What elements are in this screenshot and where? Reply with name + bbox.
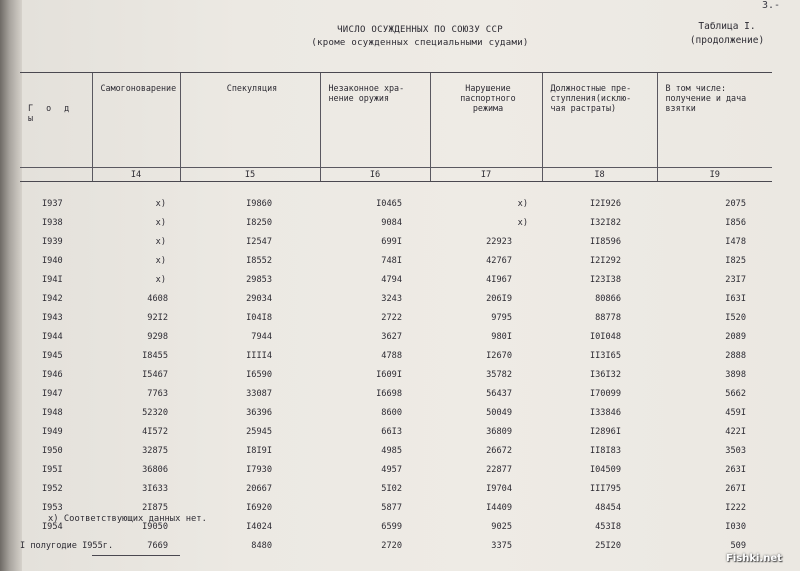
value-cell: 3503 xyxy=(725,445,746,456)
value-cell: I478 xyxy=(725,236,746,247)
value-cell: 50049 xyxy=(486,407,512,418)
value-cell: 9795 xyxy=(491,312,512,323)
header-passport-violation: Нарушение паспортного режима xyxy=(430,73,542,168)
value-cell: I520 xyxy=(725,312,746,323)
header-bribery: В том числе: получение и дача взятки xyxy=(657,73,772,168)
value-cell: I8250 xyxy=(246,217,272,228)
year-cell: I947 xyxy=(42,388,63,399)
value-cell: II8I83 xyxy=(589,445,621,456)
value-cell: I04I8 xyxy=(246,312,272,323)
value-cell: 4I572 xyxy=(142,426,168,437)
value-cell: I23I38 xyxy=(589,274,621,285)
year-cell: I945 xyxy=(42,350,63,361)
value-cell: 2888 xyxy=(725,350,746,361)
value-cell: 267I xyxy=(725,483,746,494)
value-cell: I030 xyxy=(725,521,746,532)
value-cell: 699I xyxy=(381,236,402,247)
value-cell: 66I3 xyxy=(381,426,402,437)
value-cell: 33087 xyxy=(246,388,272,399)
value-cell: 206I9 xyxy=(486,293,512,304)
value-cell: I9704 xyxy=(486,483,512,494)
table-row xyxy=(20,422,772,441)
document-title xyxy=(300,24,540,50)
header-moonshining: Самогоноварение xyxy=(92,73,180,168)
table-row xyxy=(20,441,772,460)
value-cell: x) xyxy=(155,255,166,266)
value-cell: I6590 xyxy=(246,369,272,380)
value-cell: 80866 xyxy=(595,293,621,304)
value-cell: I609I xyxy=(376,369,402,380)
value-cell: I32I82 xyxy=(589,217,621,228)
value-cell: I7930 xyxy=(246,464,272,475)
value-cell: 4957 xyxy=(381,464,402,475)
table-label xyxy=(672,20,782,48)
header-years: Г о д ы xyxy=(20,73,92,168)
year-cell: I940 xyxy=(42,255,63,266)
value-cell: 36806 xyxy=(142,464,168,475)
year-cell: I948 xyxy=(42,407,63,418)
value-cell: x) xyxy=(517,198,528,209)
footnote: x) Соответствующих данных нет. xyxy=(48,514,207,524)
column-number-row xyxy=(20,168,772,182)
subtitle-line: (кроме осужденных специальными судами) xyxy=(311,38,529,48)
year-cell: I94I xyxy=(42,274,63,285)
value-cell: II3I65 xyxy=(589,350,621,361)
value-cell: 35782 xyxy=(486,369,512,380)
value-cell: 3243 xyxy=(381,293,402,304)
header-row xyxy=(20,73,772,168)
value-cell: II8596 xyxy=(589,236,621,247)
value-cell: 20667 xyxy=(246,483,272,494)
value-cell: I2670 xyxy=(486,350,512,361)
value-cell: 2I875 xyxy=(142,502,168,513)
year-cell: I953 xyxy=(42,502,63,513)
value-cell: 3375 xyxy=(491,540,512,551)
table-row xyxy=(20,270,772,289)
value-cell: I5467 xyxy=(142,369,168,380)
value-cell: I8455 xyxy=(142,350,168,361)
value-cell: I8552 xyxy=(246,255,272,266)
year-cell: I952 xyxy=(42,483,63,494)
table-row xyxy=(20,232,772,251)
value-cell: 509 xyxy=(730,540,746,551)
value-cell: 3627 xyxy=(381,331,402,342)
value-cell: III795 xyxy=(589,483,621,494)
value-cell: 32875 xyxy=(142,445,168,456)
table-row xyxy=(20,289,772,308)
value-cell: IIII4 xyxy=(246,350,272,361)
value-cell: 4608 xyxy=(147,293,168,304)
value-cell: I0465 xyxy=(376,198,402,209)
column-number: I6 xyxy=(320,168,430,182)
value-cell: 7763 xyxy=(147,388,168,399)
value-cell: 2722 xyxy=(381,312,402,323)
table-row xyxy=(20,182,772,214)
value-cell: I9050 xyxy=(142,521,168,532)
value-cell: 29034 xyxy=(246,293,272,304)
value-cell: 9025 xyxy=(491,521,512,532)
value-cell: 2075 xyxy=(725,198,746,209)
value-cell: 4985 xyxy=(381,445,402,456)
title-line: ЧИСЛО ОСУЖДЕННЫХ ПО СОЮЗУ ССР xyxy=(337,25,503,35)
value-cell: I36I32 xyxy=(589,369,621,380)
value-cell: 48454 xyxy=(595,502,621,513)
value-cell: 52320 xyxy=(142,407,168,418)
value-cell: x) xyxy=(155,274,166,285)
column-number: I8 xyxy=(542,168,657,182)
value-cell: x) xyxy=(155,198,166,209)
value-cell: I63I xyxy=(725,293,746,304)
table-row xyxy=(20,308,772,327)
value-cell: 9298 xyxy=(147,331,168,342)
table-row xyxy=(20,403,772,422)
value-cell: 22877 xyxy=(486,464,512,475)
value-cell: I6920 xyxy=(246,502,272,513)
value-cell: 2089 xyxy=(725,331,746,342)
table-label-continuation: (продолжение) xyxy=(689,35,765,46)
value-cell: I2547 xyxy=(246,236,272,247)
value-cell: I825 xyxy=(725,255,746,266)
value-cell: I2I926 xyxy=(589,198,621,209)
header-speculation: Спекуляция xyxy=(180,73,320,168)
value-cell: 5877 xyxy=(381,502,402,513)
column-number: I4 xyxy=(92,168,180,182)
value-cell: 7669 xyxy=(92,536,180,556)
convictions-table xyxy=(20,72,772,556)
value-cell: 263I xyxy=(725,464,746,475)
value-cell: 459I xyxy=(725,407,746,418)
value-cell: I2896I xyxy=(589,426,621,437)
value-cell: 422I xyxy=(725,426,746,437)
table-row xyxy=(20,365,772,384)
value-cell: 88778 xyxy=(595,312,621,323)
value-cell: I2I292 xyxy=(589,255,621,266)
value-cell: 5I02 xyxy=(381,483,402,494)
value-cell: x) xyxy=(155,236,166,247)
value-cell: 29853 xyxy=(246,274,272,285)
value-cell: 26672 xyxy=(486,445,512,456)
value-cell: I70099 xyxy=(589,388,621,399)
value-cell: I0I048 xyxy=(589,331,621,342)
value-cell: 6599 xyxy=(381,521,402,532)
value-cell: 36396 xyxy=(246,407,272,418)
value-cell: 980I xyxy=(491,331,512,342)
value-cell: I33846 xyxy=(589,407,621,418)
year-cell: I946 xyxy=(42,369,63,380)
value-cell: 4788 xyxy=(381,350,402,361)
value-cell: 36809 xyxy=(486,426,512,437)
value-cell: 4I967 xyxy=(486,274,512,285)
value-cell: 3898 xyxy=(725,369,746,380)
table-row xyxy=(20,460,772,479)
header-illegal-weapons: Незаконное хра- нение оружия xyxy=(320,73,430,168)
year-cell: I полугодие I955г. xyxy=(20,540,114,551)
header-official-crimes: Должностные пре- ступления(исклю- чая растраты) xyxy=(542,73,657,168)
page-number: 3.- xyxy=(762,0,781,11)
value-cell: I04509 xyxy=(589,464,621,475)
value-cell: 56437 xyxy=(486,388,512,399)
value-cell: 25I20 xyxy=(595,540,621,551)
column-number: I7 xyxy=(430,168,542,182)
value-cell: 9084 xyxy=(381,217,402,228)
value-cell: 4794 xyxy=(381,274,402,285)
value-cell: 92I2 xyxy=(147,312,168,323)
value-cell: 3I633 xyxy=(142,483,168,494)
column-number: I5 xyxy=(180,168,320,182)
value-cell: I4024 xyxy=(246,521,272,532)
table-row xyxy=(20,251,772,270)
table-label-line: Таблица I. xyxy=(698,21,756,32)
value-cell: 42767 xyxy=(486,255,512,266)
year-cell: I95I xyxy=(42,464,63,475)
year-cell: I954 xyxy=(42,521,63,532)
table-row xyxy=(20,327,772,346)
table-row xyxy=(20,384,772,403)
year-cell: I938 xyxy=(42,217,63,228)
value-cell: I8I9I xyxy=(246,445,272,456)
table-row xyxy=(20,536,772,556)
value-cell: x) xyxy=(155,217,166,228)
value-cell: 453I8 xyxy=(595,521,621,532)
year-cell: I949 xyxy=(42,426,63,437)
value-cell: 8480 xyxy=(251,540,272,551)
column-number: I9 xyxy=(657,168,772,182)
year-cell: I943 xyxy=(42,312,63,323)
binding-edge xyxy=(0,0,22,571)
year-cell: I950 xyxy=(42,445,63,456)
value-cell: 5662 xyxy=(725,388,746,399)
table-row xyxy=(20,213,772,232)
year-cell: I939 xyxy=(42,236,63,247)
value-cell: 7944 xyxy=(251,331,272,342)
value-cell: 748I xyxy=(381,255,402,266)
value-cell: I4409 xyxy=(486,502,512,513)
value-cell: 23I7 xyxy=(725,274,746,285)
value-cell: I6698 xyxy=(376,388,402,399)
value-cell: I222 xyxy=(725,502,746,513)
value-cell: 8600 xyxy=(381,407,402,418)
value-cell: 25945 xyxy=(246,426,272,437)
value-cell: 22923 xyxy=(486,236,512,247)
year-cell: I944 xyxy=(42,331,63,342)
table-row xyxy=(20,479,772,498)
column-number xyxy=(20,168,92,182)
value-cell: I856 xyxy=(725,217,746,228)
value-cell: 2720 xyxy=(381,540,402,551)
table-row xyxy=(20,346,772,365)
year-cell: I937 xyxy=(42,198,63,209)
value-cell: x) xyxy=(517,217,528,228)
watermark: Fishki.net xyxy=(726,553,782,564)
year-cell: I942 xyxy=(42,293,63,304)
value-cell: I9860 xyxy=(246,198,272,209)
